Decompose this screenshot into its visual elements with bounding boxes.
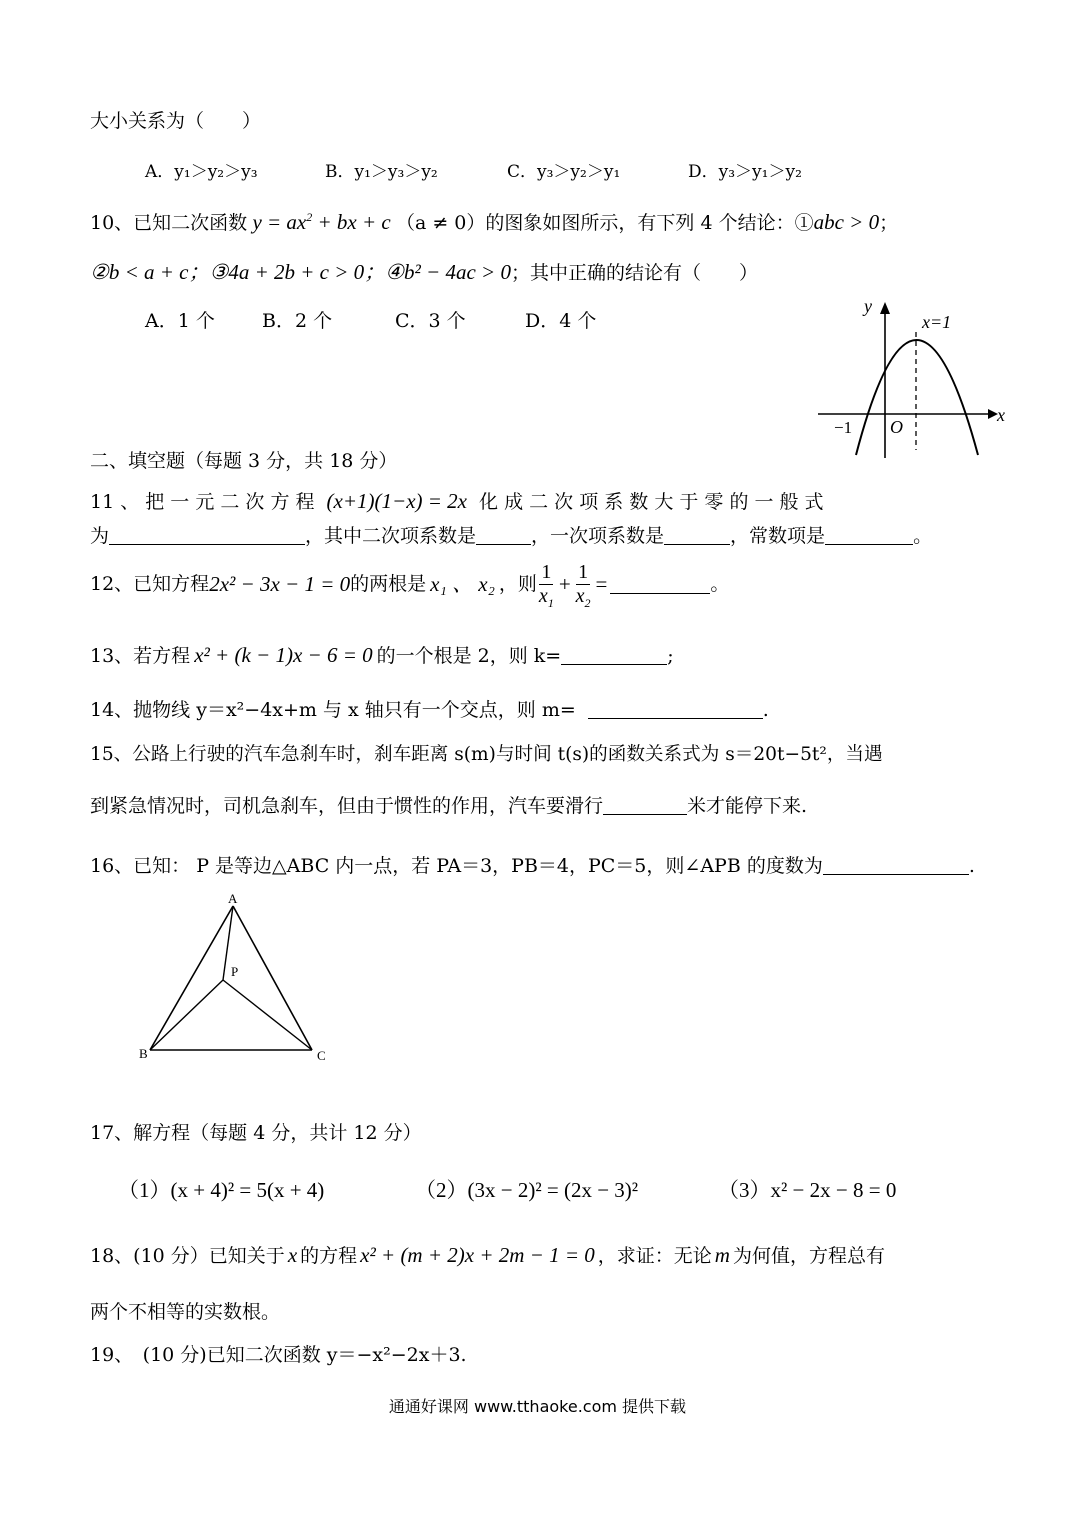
- q17-item-2: （2）(3x − 2)² = (2x − 3)²: [415, 1178, 639, 1202]
- q10-function: $y = ax^2$ + bx + c: [247, 210, 396, 234]
- q14-tail: .: [762, 699, 769, 721]
- q10-c3: ；③4a + 2b + c > 0: [188, 260, 365, 284]
- q11-b: ，其中二次项系数是: [305, 525, 477, 547]
- q14-blank[interactable]: [588, 700, 763, 719]
- q10-option-b: B．2 个: [262, 310, 333, 332]
- origin-label: O: [890, 417, 903, 437]
- q16-blank[interactable]: [823, 856, 969, 875]
- q13-pre: 13、若方程: [90, 645, 191, 667]
- q12-blank[interactable]: [610, 575, 710, 594]
- page-footer: 通通好课网 www.tthaoke.com 提供下载: [388, 1397, 687, 1416]
- q16-text: 16、已知： P 是等边△ABC 内一点，若 PA＝3，PB＝4，PC＝5，则∠APB 的度数为: [90, 855, 823, 877]
- q10-sep: ；: [879, 212, 899, 234]
- q10-parabola-graph: [810, 290, 1010, 465]
- q11-post: 化 成 二 次 项 系 数 大 于 零 的 一 般 式: [479, 491, 824, 513]
- q12-mid: 的两根是: [350, 572, 427, 595]
- point-p-label: P: [231, 964, 239, 979]
- q18-pre: 18、(10 分）已知关于: [90, 1245, 285, 1267]
- q11-line1: [90, 491, 824, 512]
- q11-c: ，一次项系数是: [531, 525, 665, 547]
- q18-x: x: [287, 1243, 298, 1267]
- q13-line: [90, 645, 674, 666]
- q9-option-c: C．y₃＞y₂＞y₁: [507, 162, 621, 182]
- q10-c2: ②b < a + c: [90, 260, 189, 284]
- q11-line2: [90, 526, 932, 546]
- q18-m: m: [714, 1243, 730, 1267]
- q18-line2: 两个不相等的实数根。: [90, 1301, 281, 1323]
- segment-pb: [150, 980, 223, 1050]
- q16-triangle-figure: [130, 888, 340, 1068]
- q11-blank-quadratic-coef[interactable]: [476, 526, 531, 545]
- q14-text: 14、抛物线 y＝x²−4x+m 与 x 轴只有一个交点，则 m=: [90, 699, 576, 721]
- q17-item-3: （3）x² − 2x − 8 = 0: [718, 1178, 897, 1202]
- q12-equation: 2x² − 3x − 1 = 0: [209, 571, 351, 596]
- q12-then: ，则: [498, 572, 537, 595]
- q10-option-a: A．1 个: [145, 310, 215, 332]
- q12-roots: x₁ 、 x₂: [430, 571, 495, 596]
- q9-stem: 大小关系为（ ）: [90, 110, 262, 132]
- vertex-c-label: C: [317, 1048, 326, 1063]
- q17-title: 17、解方程（每题 4 分，共计 12 分）: [90, 1122, 422, 1144]
- q13-post: 的一个根是 2，则 k=: [376, 645, 562, 667]
- q17-item-1: （1）(x + 4)² = 5(x + 4): [118, 1178, 325, 1202]
- q10-option-c: C．3 个: [395, 310, 466, 332]
- q13-equation: x² + (k − 1)x − 6 = 0: [194, 643, 373, 667]
- q14-line: [90, 700, 769, 720]
- q15-line2: [90, 796, 807, 816]
- q10-num: 10、已知二次函数: [90, 212, 248, 234]
- symmetry-label: x=1: [922, 312, 952, 332]
- q12-fraction-2: $\frac{1}{x_2}$: [575, 560, 591, 610]
- q16-line: [90, 856, 975, 876]
- q12-fraction-1: $\frac{1}{x_1}$: [538, 560, 554, 610]
- q15-blank[interactable]: [603, 796, 687, 815]
- side-ab: [150, 906, 233, 1050]
- q10-line2: [90, 262, 758, 283]
- x-label: x: [997, 405, 1005, 425]
- q11-blank-linear-coef[interactable]: [664, 526, 730, 545]
- q10-option-d: D．4 个: [525, 310, 597, 332]
- q16-tail: .: [968, 855, 975, 877]
- segment-pc: [223, 980, 312, 1050]
- section2-title: 二、填空题（每题 3 分，共 18 分）: [90, 450, 398, 472]
- q11-a: 为: [90, 525, 110, 547]
- q9-option-b: B．y₁＞y₃＞y₂: [325, 162, 438, 182]
- q13-tail: ;: [667, 645, 674, 667]
- y-axis-arrow-icon: [880, 302, 890, 314]
- q15-pre: 到紧急情况时，司机急刹车，但由于惯性的作用，汽车要滑行: [90, 795, 604, 817]
- root-label: −1: [834, 418, 853, 437]
- y-label: y: [864, 296, 872, 316]
- vertex-b-label: B: [139, 1046, 148, 1061]
- q12-line: 12、已知方程 2x² − 3x − 1 = 0 的两根是 x₁ 、 x₂ ，则 $\frac{1}{x_1}$ + $\frac{1}{x_2}$ = 。: [90, 560, 730, 610]
- q11-blank-constant[interactable]: [825, 526, 913, 545]
- q11-equation: (x+1)(1−x) = 2x: [326, 489, 467, 513]
- parabola-curve: [856, 340, 978, 455]
- q18-post: ，求证：无论: [597, 1245, 712, 1267]
- q13-blank[interactable]: [561, 646, 667, 665]
- q10-tail: ；其中正确的结论有（ ）: [510, 262, 758, 284]
- q11-e: 。: [913, 525, 933, 547]
- q10-c1: abc > 0: [813, 210, 880, 234]
- q12-pre: 12、已知方程: [90, 572, 210, 595]
- vertex-a-label: A: [228, 891, 238, 906]
- q12-post: 。: [710, 572, 730, 595]
- q10-c4: ；④b² − 4ac > 0: [364, 260, 511, 284]
- q15-post: 米才能停下来.: [687, 795, 808, 817]
- q18-mid: 的方程: [300, 1245, 358, 1267]
- q10-cond: （a ≠ 0）的图象如图所示，有下列 4 个结论：①: [395, 212, 814, 234]
- q11-d: ，常数项是: [730, 525, 826, 547]
- q18-line1: [90, 1245, 885, 1266]
- q19-line: 19、 (10 分)已知二次函数 y＝−x²−2x＋3.: [90, 1344, 467, 1366]
- q9-option-a: A．y₁＞y₂＞y₃: [145, 162, 258, 182]
- q18-end: 为何值，方程总有: [732, 1245, 885, 1267]
- q9-option-d: D．y₃＞y₁＞y₂: [688, 162, 802, 182]
- q11-pre: 11 、 把 一 元 二 次 方 程: [90, 491, 315, 513]
- q18-equation: x² + (m + 2)x + 2m − 1 = 0: [360, 1243, 595, 1267]
- side-ac: [233, 906, 312, 1050]
- q10-line1: [90, 212, 898, 233]
- q11-blank-general-form[interactable]: [109, 526, 305, 545]
- q15-line1: 15、公路上行驶的汽车急刹车时，刹车距离 s(m)与时间 t(s)的函数关系式为 s＝20t−5t²，当遇: [90, 744, 883, 765]
